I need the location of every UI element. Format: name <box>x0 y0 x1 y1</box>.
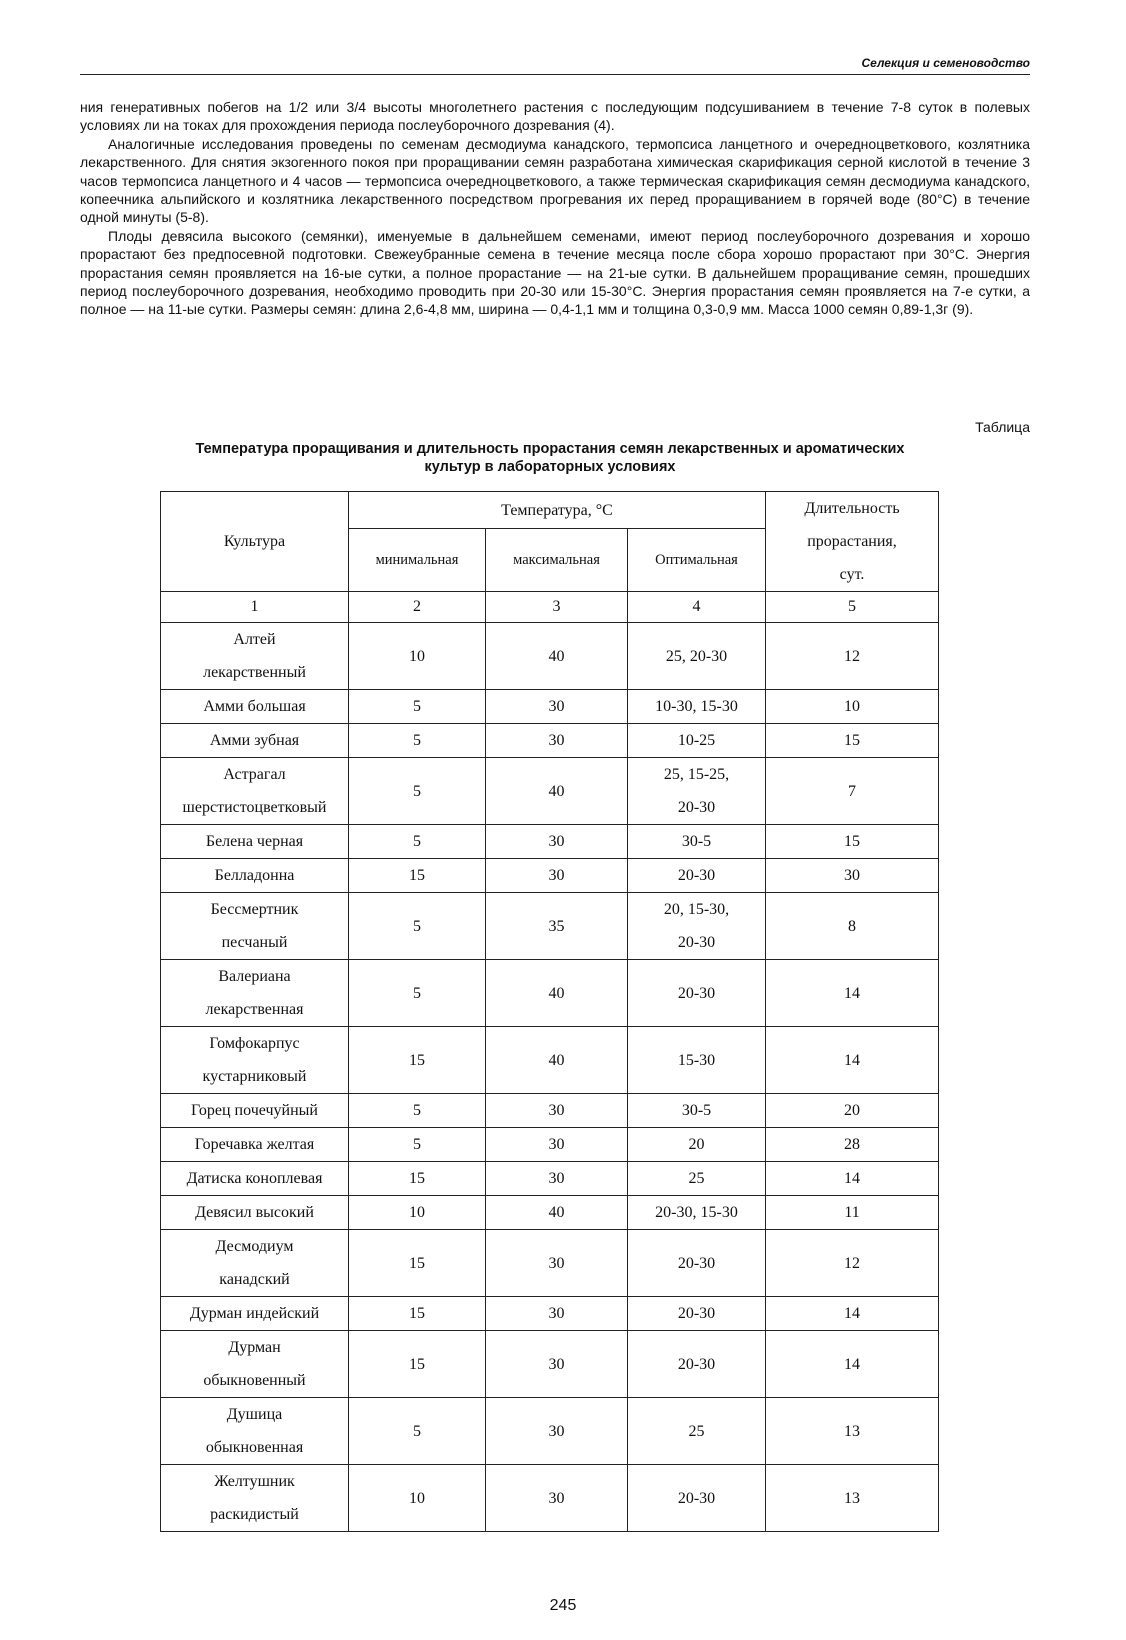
culture-cell <box>161 1128 349 1162</box>
table-row <box>161 859 939 893</box>
paragraph-1: ния генеративных побегов на 1/2 или 3/4 высоты многолетнего растения с последующим подсушиванием в течение 7-8 суток в полевых условиях ли на токах для прохождения периода послеуборочного дозревания (4). <box>80 99 1030 134</box>
duration-cell: 11 <box>766 1196 939 1230</box>
min-temp-cell: 15 <box>349 1297 486 1331</box>
culture-cell <box>161 1094 349 1128</box>
min-temp-cell: 15 <box>349 1331 486 1398</box>
optimal-temp-line: 20, 15-30, <box>663 901 730 918</box>
max-temp-cell: 30 <box>486 1297 628 1331</box>
header-duration <box>766 492 939 592</box>
culture-name-line: шерстистоцветковый <box>182 799 327 816</box>
table-row <box>161 893 939 960</box>
culture-cell <box>161 1465 349 1532</box>
duration-cell: 13 <box>766 1465 939 1532</box>
culture-name-line: Амми большая <box>203 698 306 715</box>
optimal-temp-line: 25 <box>688 1422 705 1440</box>
max-temp-cell: 40 <box>486 1196 628 1230</box>
culture-name-line: Астрагал <box>223 766 286 783</box>
duration-cell: 14 <box>766 1162 939 1196</box>
optimal-temp-cell <box>628 859 766 893</box>
optimal-temp-line: 20-30, 15-30 <box>655 1204 738 1221</box>
culture-cell <box>161 690 349 724</box>
duration-cell: 14 <box>766 1027 939 1094</box>
min-temp-cell: 5 <box>349 1094 486 1128</box>
optimal-temp-line: 25, 15-25, <box>663 766 730 783</box>
culture-cell <box>161 960 349 1027</box>
header-temperature: Температура, °С <box>349 492 766 529</box>
table-row <box>161 1128 939 1162</box>
optimal-temp-cell <box>628 960 766 1027</box>
culture-name-line: лекарственная <box>205 1001 304 1018</box>
duration-cell: 14 <box>766 960 939 1027</box>
min-temp-cell: 15 <box>349 1027 486 1094</box>
culture-cell <box>161 859 349 893</box>
duration-cell: 15 <box>766 825 939 859</box>
culture-name-line: Душица <box>226 1406 283 1423</box>
max-temp-cell: 30 <box>486 1230 628 1297</box>
max-temp-cell: 40 <box>486 960 628 1027</box>
optimal-temp-line: 25 <box>688 1170 705 1187</box>
culture-name-line: лекарственный <box>203 664 306 681</box>
culture-name-line: Белена черная <box>205 833 304 850</box>
culture-name-line: Бессмертник <box>210 901 299 918</box>
max-temp-cell: 40 <box>486 758 628 825</box>
optimal-temp-cell <box>628 1331 766 1398</box>
culture-name-line: обыкновенный <box>203 1372 306 1389</box>
max-temp-cell: 30 <box>486 1465 628 1532</box>
optimal-temp-line: 20-30 <box>677 1305 716 1322</box>
culture-cell <box>161 1297 349 1331</box>
culture-name-line: кустарниковый <box>202 1068 307 1085</box>
header-rule <box>80 74 1030 75</box>
culture-name-line: Белладонна <box>214 867 295 884</box>
optimal-temp-cell <box>628 893 766 960</box>
optimal-temp-cell <box>628 623 766 690</box>
culture-name-line: Алтей <box>233 631 276 648</box>
optimal-temp-line: 30-5 <box>681 833 712 850</box>
max-temp-cell: 30 <box>486 1094 628 1128</box>
max-temp-cell: 40 <box>486 1027 628 1094</box>
max-temp-cell: 35 <box>486 893 628 960</box>
duration-cell: 14 <box>766 1297 939 1331</box>
header-duration-line-3: сут. <box>839 566 865 583</box>
optimal-temp-line: 20-30 <box>677 1254 716 1272</box>
optimal-temp-line: 20-30 <box>677 867 716 884</box>
optimal-temp-line: 20-30 <box>677 934 716 951</box>
culture-name-line: канадский <box>219 1271 290 1288</box>
optimal-temp-cell <box>628 1465 766 1532</box>
table-row <box>161 1465 939 1532</box>
max-temp-cell: 30 <box>486 724 628 758</box>
culture-name-line: Датиска коноплевая <box>186 1170 323 1187</box>
column-numbers-row <box>161 592 939 623</box>
culture-name-line: Девясил высокий <box>195 1204 314 1221</box>
page-number: 245 <box>549 1597 577 1614</box>
max-temp-cell: 30 <box>486 690 628 724</box>
min-temp-cell: 15 <box>349 1162 486 1196</box>
culture-name-line: Дурман индейский <box>189 1305 320 1322</box>
min-temp-cell: 10 <box>349 623 486 690</box>
optimal-temp-cell <box>628 724 766 758</box>
max-temp-cell: 30 <box>486 1331 628 1398</box>
table-row <box>161 1230 939 1297</box>
culture-name-line: обыкновенная <box>205 1439 304 1456</box>
culture-cell <box>161 893 349 960</box>
min-temp-cell: 15 <box>349 1230 486 1297</box>
duration-cell: 12 <box>766 1230 939 1297</box>
culture-cell <box>161 825 349 859</box>
optimal-temp-cell <box>628 690 766 724</box>
body-text <box>80 98 1030 319</box>
optimal-temp-cell <box>628 825 766 859</box>
optimal-temp-line: 15-30 <box>677 1051 716 1069</box>
culture-name-line: Гомфокарпус <box>209 1035 300 1052</box>
table-caption <box>100 440 1000 476</box>
optimal-temp-line: 20-30 <box>677 984 716 1002</box>
culture-cell <box>161 1162 349 1196</box>
max-temp-cell: 30 <box>486 825 628 859</box>
optimal-temp-cell <box>628 1398 766 1465</box>
optimal-temp-cell <box>628 1094 766 1128</box>
optimal-temp-line: 20-30 <box>677 799 716 816</box>
min-temp-cell: 5 <box>349 893 486 960</box>
culture-name-line: Амми зубная <box>209 732 300 749</box>
culture-cell <box>161 623 349 690</box>
duration-cell: 28 <box>766 1128 939 1162</box>
optimal-temp-cell <box>628 1128 766 1162</box>
culture-cell <box>161 1331 349 1398</box>
optimal-temp-line: 30-5 <box>681 1102 712 1119</box>
min-temp-cell: 5 <box>349 758 486 825</box>
optimal-temp-cell <box>628 758 766 825</box>
optimal-temp-line: 10-30, 15-30 <box>655 698 738 715</box>
culture-name-line: Валериана <box>218 968 291 985</box>
optimal-temp-cell <box>628 1196 766 1230</box>
min-temp-cell: 5 <box>349 960 486 1027</box>
max-temp-cell: 30 <box>486 1128 628 1162</box>
table-row <box>161 1162 939 1196</box>
header-max: максимальная <box>486 529 628 592</box>
header-opt: Оптимальная <box>628 529 766 592</box>
optimal-temp-cell <box>628 1162 766 1196</box>
optimal-temp-line: 20-30 <box>677 1489 716 1507</box>
optimal-temp-cell <box>628 1027 766 1094</box>
culture-name-line: Горечавка желтая <box>194 1136 315 1153</box>
duration-cell: 20 <box>766 1094 939 1128</box>
column-number: 5 <box>766 592 939 623</box>
table-row <box>161 724 939 758</box>
max-temp-cell: 30 <box>486 859 628 893</box>
optimal-temp-line: 25, 20-30 <box>665 647 728 665</box>
duration-cell: 12 <box>766 623 939 690</box>
culture-cell <box>161 724 349 758</box>
min-temp-cell: 10 <box>349 1465 486 1532</box>
header-culture: Культура <box>161 492 349 592</box>
column-number: 4 <box>628 592 766 623</box>
min-temp-cell: 5 <box>349 825 486 859</box>
optimal-temp-line: 20 <box>688 1136 705 1153</box>
duration-cell: 13 <box>766 1398 939 1465</box>
running-head: Селекция и семеноводство <box>861 56 1030 70</box>
max-temp-cell: 30 <box>486 1398 628 1465</box>
table-row <box>161 825 939 859</box>
culture-cell <box>161 1230 349 1297</box>
optimal-temp-cell <box>628 1297 766 1331</box>
culture-cell <box>161 758 349 825</box>
min-temp-cell: 10 <box>349 1196 486 1230</box>
table-caption-line-1: Температура проращивания и длительность прорастания семян лекарственных и ароматических <box>195 441 905 457</box>
header-duration-line-1: Длительность <box>804 500 900 517</box>
culture-name-line: Горец почечуйный <box>191 1102 318 1119</box>
min-temp-cell: 5 <box>349 724 486 758</box>
table-row <box>161 960 939 1027</box>
min-temp-cell: 5 <box>349 1398 486 1465</box>
header-duration-line-2: прорастания, <box>807 533 897 550</box>
culture-name-line: Десмодиум <box>215 1238 294 1255</box>
column-number: 3 <box>486 592 628 623</box>
duration-cell: 10 <box>766 690 939 724</box>
culture-cell <box>161 1196 349 1230</box>
table-row <box>161 690 939 724</box>
optimal-temp-line: 20-30 <box>677 1355 716 1373</box>
table-row <box>161 1196 939 1230</box>
culture-name-line: раскидистый <box>210 1506 299 1523</box>
culture-name-line: песчаный <box>221 934 288 951</box>
min-temp-cell: 15 <box>349 859 486 893</box>
paragraph-3: Плоды девясила высокого (семянки), именуемые в дальнейшем семенами, имеют период послеуборочного дозревания и хорошо прорастают без предпосевной подготовки. Свежеубранные семена в течение месяца после сбора хорошо прорастают при 30°С. Энергия прорастания семян проявляется на 16-ые сутки, а полное прорастание — на 21-ые сутки. В дальнейшем проращивание семян, прошедших период послеуборочного дозревания, необходимо проводить при 20-30 или 15-30°С. Энергия прорастания семян проявляется на 7-е сутки, а полное — на 11-ые сутки. Размеры семян: длина 2,6-4,8 мм, ширина — 0,4-1,1 мм и толщина 0,3-0,9 мм. Масса 1000 семян 0,89-1,3г (9). <box>80 227 1030 318</box>
duration-cell: 14 <box>766 1331 939 1398</box>
table-header-row-1 <box>161 492 939 529</box>
table-row <box>161 1297 939 1331</box>
table-row <box>161 1398 939 1465</box>
table-label: Таблица <box>975 419 1030 435</box>
paragraph-2: Аналогичные исследования проведены по семенам десмодиума канадского, термопсиса ланцетного и очередноцветкового, козлятника лекарственного. Для снятия экзогенного покоя при проращивании семян разработана химическая скарификация серной кислотой в течение 3 часов термопсиса ланцетного и 4 часов — термопсиса очередноцветкового, а также термическая скарификация семян десмодиума канадского, копеечника альпийского и козлятника лекарственного посредством прогревания их перед проращиванием в горячей воде (80°С) в течение одной минуты (5-8). <box>80 135 1030 226</box>
column-number: 2 <box>349 592 486 623</box>
culture-name-line: Дурман <box>228 1339 281 1356</box>
table-body <box>161 623 939 1532</box>
duration-cell: 7 <box>766 758 939 825</box>
min-temp-cell: 5 <box>349 690 486 724</box>
optimal-temp-cell <box>628 1230 766 1297</box>
column-number: 1 <box>161 592 349 623</box>
table-row <box>161 1094 939 1128</box>
table-caption-line-2: культур в лабораторных условиях <box>424 459 676 475</box>
culture-cell <box>161 1398 349 1465</box>
optimal-temp-line: 10-25 <box>677 732 716 749</box>
header-min: минимальная <box>349 529 486 592</box>
table-row <box>161 1027 939 1094</box>
culture-name-line: Желтушник <box>214 1473 295 1490</box>
table-row <box>161 758 939 825</box>
germination-table <box>160 491 939 1532</box>
table-row <box>161 1331 939 1398</box>
min-temp-cell: 5 <box>349 1128 486 1162</box>
max-temp-cell: 40 <box>486 623 628 690</box>
culture-cell <box>161 1027 349 1094</box>
duration-cell: 8 <box>766 893 939 960</box>
table-row <box>161 623 939 690</box>
max-temp-cell: 30 <box>486 1162 628 1196</box>
duration-cell: 30 <box>766 859 939 893</box>
duration-cell: 15 <box>766 724 939 758</box>
